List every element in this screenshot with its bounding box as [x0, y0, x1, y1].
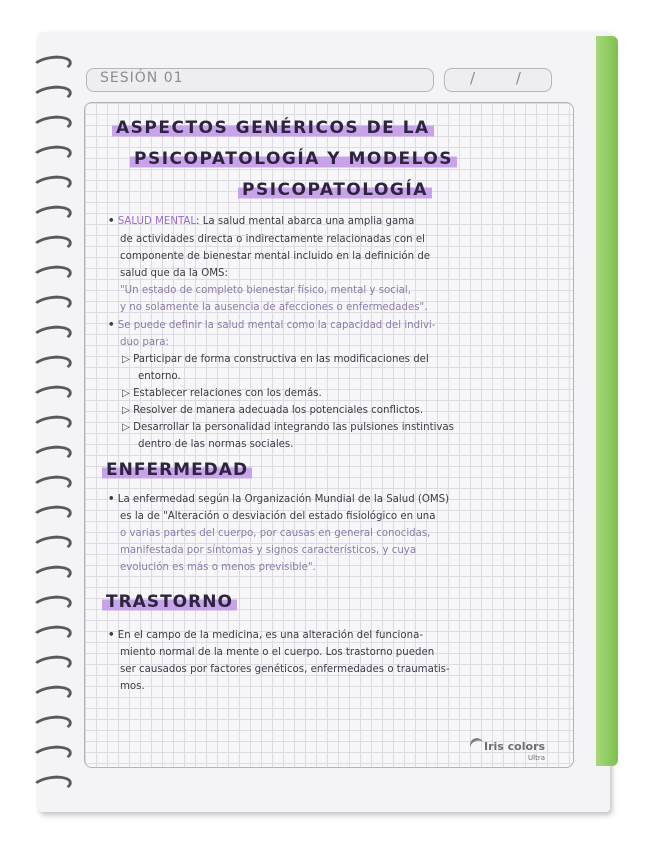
salud-term: SALUD MENTAL	[117, 216, 197, 227]
sub-item-4-text: Desarrollar la personalidad integrando las pulsiones instintivas	[133, 422, 454, 433]
spiral-ring	[31, 593, 73, 616]
trastorno-text-1: En el campo de la medicina, es una alteración del funciona-	[117, 630, 423, 641]
page-title-line-2	[130, 149, 457, 169]
sub-item-4	[122, 422, 454, 433]
bullet-icon: •	[108, 630, 115, 641]
brand-sub: Ultra	[528, 754, 545, 762]
trastorno-line-1	[108, 630, 423, 641]
spiral-ring	[31, 743, 73, 766]
spiral-binding	[32, 56, 72, 796]
date-label: / /	[470, 69, 539, 87]
spiral-ring	[31, 533, 73, 556]
brand-name: Iris colors	[484, 740, 546, 753]
bullet-icon: •	[108, 494, 115, 505]
define-line-2: duo para:	[120, 337, 169, 348]
salud-line-3: componente de bienestar mental incluido en la definición de	[120, 251, 431, 262]
salud-text-1: : La salud mental abarca una amplia gama	[196, 216, 415, 227]
spiral-ring	[31, 653, 73, 676]
spiral-ring	[31, 173, 73, 196]
define-line-1	[108, 320, 435, 331]
spiral-ring	[31, 293, 73, 316]
enfermedad-line-4: manifestada por síntomas y signos característicos, y cuya	[120, 545, 417, 556]
sub-item-1	[122, 354, 429, 365]
spiral-ring	[31, 563, 73, 586]
title-line-3-text: PSICOPATOLOGÍA	[238, 180, 432, 200]
spiral-ring	[31, 323, 73, 346]
enfermedad-line-1	[108, 494, 449, 505]
trastorno-line-2: miento normal de la mente o el cuerpo. Los trastorno pueden	[120, 647, 435, 658]
enfermedad-heading-text: ENFERMEDAD	[102, 460, 252, 480]
enfermedad-heading	[102, 460, 252, 480]
enfermedad-line-3: o varias partes del cuerpo, por causas en general conocidas,	[120, 528, 431, 539]
spiral-ring	[31, 53, 73, 76]
triangle-bullet-icon: ▷	[122, 422, 130, 433]
spiral-ring	[31, 443, 73, 466]
triangle-bullet-icon: ▷	[122, 405, 130, 416]
sub-item-2-text: Establecer relaciones con los demás.	[133, 388, 322, 399]
trastorno-heading-text: TRASTORNO	[102, 592, 237, 612]
sub-item-3	[122, 405, 423, 416]
trastorno-line-4: mos.	[120, 681, 145, 692]
spiral-ring	[31, 713, 73, 736]
sub-item-4-cont: dentro de las normas sociales.	[138, 439, 294, 450]
spiral-ring	[31, 143, 73, 166]
triangle-bullet-icon: ▷	[122, 388, 130, 399]
trastorno-heading	[102, 592, 237, 612]
salud-quote-1: "Un estado de completo bienestar físico, mental y social,	[120, 285, 411, 296]
page-title-line-3	[238, 180, 432, 200]
title-line-2-text: PSICOPATOLOGÍA Y MODELOS	[130, 149, 457, 169]
spiral-ring	[31, 623, 73, 646]
enfermedad-line-2: es la de "Alteración o desviación del estado fisiológico en una	[120, 511, 436, 522]
spiral-ring	[31, 353, 73, 376]
triangle-bullet-icon: ▷	[122, 354, 130, 365]
sub-item-1-text: Participar de forma constructiva en las modificaciones del	[133, 354, 429, 365]
salud-quote-2: y no solamente la ausencia de afecciones o enfermedades".	[120, 302, 428, 313]
salud-line-4: salud que da la OMS:	[120, 268, 228, 279]
title-line-1-text: ASPECTOS GENÉRICOS DE LA	[112, 118, 434, 138]
page-title-line-1	[112, 118, 434, 138]
spiral-ring	[31, 233, 73, 256]
enfermedad-line-5: evolución es más o menos previsible".	[120, 562, 316, 573]
trastorno-line-3: ser causados por factores genéticos, enfermedades o traumatis-	[120, 664, 450, 675]
sub-item-3-text: Resolver de manera adecuada los potenciales conflictos.	[133, 405, 424, 416]
spiral-ring	[31, 113, 73, 136]
notebook-cover-edge	[596, 36, 618, 766]
spiral-ring	[31, 383, 73, 406]
salud-line-1	[108, 216, 414, 227]
sub-item-1-cont: entorno.	[138, 371, 181, 382]
session-label: SESIÓN 01	[100, 70, 184, 86]
bullet-icon: •	[108, 320, 115, 331]
spiral-ring	[31, 503, 73, 526]
spiral-ring	[31, 83, 73, 106]
sub-item-2	[122, 388, 322, 399]
enfermedad-text-1: La enfermedad según la Organización Mundial de la Salud (OMS)	[117, 494, 450, 505]
spiral-ring	[31, 203, 73, 226]
salud-line-2: de actividades directa o indirectamente relacionadas con el	[120, 234, 425, 245]
spiral-ring	[31, 413, 73, 436]
spiral-ring	[31, 473, 73, 496]
bullet-icon: •	[108, 216, 115, 227]
spiral-ring	[31, 263, 73, 286]
spiral-ring	[31, 683, 73, 706]
define-text-1: Se puede definir la salud mental como la capacidad del indivi-	[117, 320, 436, 331]
spiral-ring	[31, 773, 73, 796]
